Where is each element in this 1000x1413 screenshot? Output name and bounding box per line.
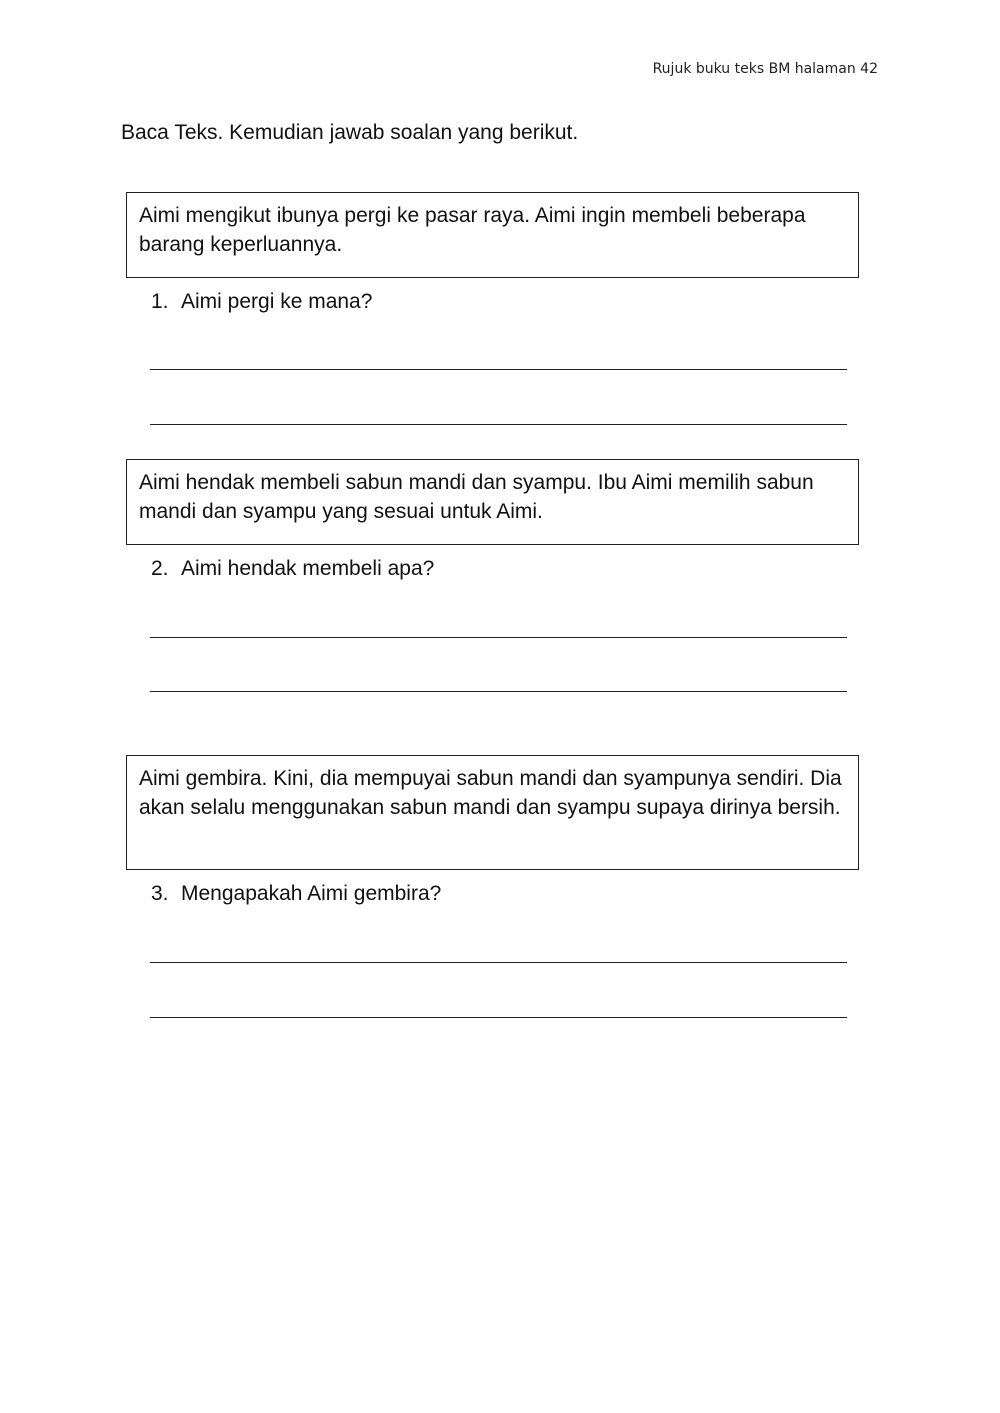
answer-line-1b[interactable] [150,424,847,425]
passage-box-2: Aimi hendak membeli sabun mandi dan syampu. Ibu Aimi memilih sabun mandi dan syampu yang sesuai untuk Aimi. [126,459,859,545]
answer-line-2b[interactable] [150,691,847,692]
answer-line-1a[interactable] [150,369,847,370]
reference-note: Rujuk buku teks BM halaman 42 [652,61,878,77]
question-text-3: Mengapakah Aimi gembira? [181,882,442,905]
question-text-2: Aimi hendak membeli apa? [181,557,435,580]
passage-box-3: Aimi gembira. Kini, dia mempuyai sabun mandi dan syampunya sendiri. Dia akan selalu menggunakan sabun mandi dan syampu supaya dirinya bersih. [126,755,859,870]
question-text-1: Aimi pergi ke mana? [181,290,373,313]
instruction-text: Baca Teks. Kemudian jawab soalan yang berikut. [121,121,579,144]
answer-line-3b[interactable] [150,1017,847,1018]
question-number-1: 1. [151,290,169,313]
question-3 [151,882,441,906]
answer-line-2a[interactable] [150,637,847,638]
question-number-3: 3. [151,882,169,905]
question-number-2: 2. [151,557,169,580]
question-1 [151,290,372,314]
question-2 [151,557,434,581]
answer-line-3a[interactable] [150,962,847,963]
passage-box-1: Aimi mengikut ibunya pergi ke pasar raya. Aimi ingin membeli beberapa barang keperluannya. [126,192,859,278]
